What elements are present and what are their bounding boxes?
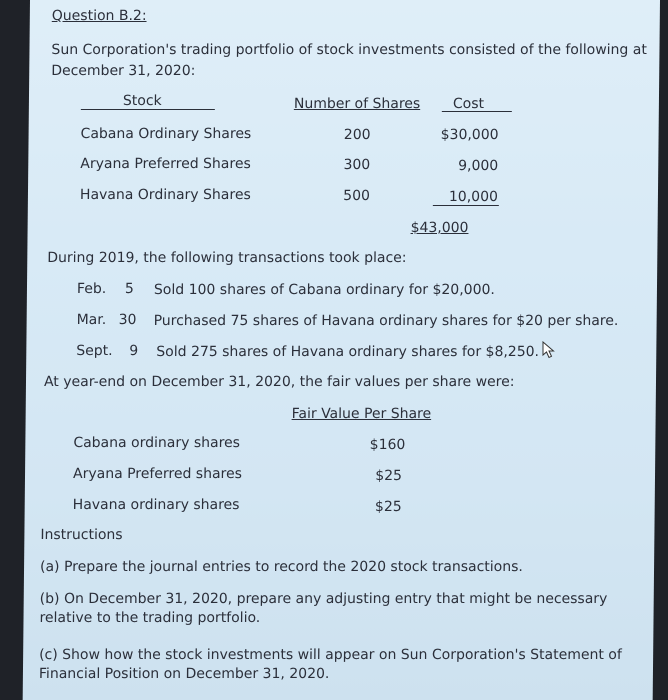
portfolio-row-2-name: Aryana Preferred Shares xyxy=(80,156,251,172)
portfolio-total: $43,000 xyxy=(410,220,469,236)
transaction-3-month: Sept. xyxy=(76,343,113,359)
portfolio-row-2-cost: 9,000 xyxy=(458,158,499,174)
instruction-a: (a) Prepare the journal entries to record the 2020 stock transactions. xyxy=(39,559,523,575)
fair-values-intro: At year-end on December 31, 2020, the fair values per share were: xyxy=(43,374,515,390)
transaction-3-text: Sold 275 shares of Havana ordinary shares for $8,250. xyxy=(156,344,540,360)
instruction-b-line-1: (b) On December 31, 2020, prepare any adjusting entry that might be necessary xyxy=(39,591,608,607)
portfolio-row-3-shares: 500 xyxy=(343,188,371,204)
instruction-b-line-2: relative to the trading portfolio. xyxy=(39,610,261,626)
transaction-1-text: Sold 100 shares of Cabana ordinary for $20,000. xyxy=(153,282,495,298)
fair-value-row-2-name: Aryana Preferred shares xyxy=(72,466,243,482)
portfolio-row-1-cost: $30,000 xyxy=(440,127,499,143)
instructions-title: Instructions xyxy=(40,527,123,543)
instruction-c-line-1: (c) Show how the stock investments will appear on Sun Corporation's Statement of xyxy=(39,647,622,663)
portfolio-row-1-shares: 200 xyxy=(343,127,371,143)
intro-line-2: December 31, 2020: xyxy=(51,63,196,79)
instruction-c-line-2: Financial Position on December 31, 2020. xyxy=(38,666,330,682)
portfolio-row-3-name: Havana Ordinary Shares xyxy=(79,187,251,203)
mouse-pointer-icon xyxy=(541,341,557,359)
transaction-2-day: 30 xyxy=(118,312,137,328)
question-title: Question B.2: xyxy=(51,8,147,24)
portfolio-row-2-shares: 300 xyxy=(343,157,371,173)
header-stock: Stock xyxy=(122,93,162,109)
transaction-1-day: 5 xyxy=(124,281,134,297)
fair-value-row-2-value: $25 xyxy=(375,468,403,484)
fair-value-row-1-name: Cabana ordinary shares xyxy=(73,435,241,451)
transactions-intro: During 2019, the following transactions took place: xyxy=(47,250,407,266)
header-cost: Cost xyxy=(452,96,485,112)
transaction-1-month: Feb. xyxy=(76,281,107,297)
intro-line-1: Sun Corporation's trading portfolio of stock investments consisted of the following at xyxy=(51,42,647,58)
header-shares: Number of Shares xyxy=(293,96,421,112)
transaction-2-text: Purchased 75 shares of Havana ordinary shares for $20 per share. xyxy=(153,313,619,329)
document-page xyxy=(23,0,660,700)
transaction-3-day: 9 xyxy=(129,343,139,359)
portfolio-row-1-name: Cabana Ordinary Shares xyxy=(80,126,252,142)
fair-value-row-3-value: $25 xyxy=(374,499,402,515)
fair-value-header: Fair Value Per Share xyxy=(291,406,432,422)
portfolio-row-3-cost: 10,000 xyxy=(448,189,499,205)
fair-value-row-3-name: Havana ordinary shares xyxy=(72,497,240,513)
fair-value-row-1-value: $160 xyxy=(369,437,406,453)
transaction-2-month: Mar. xyxy=(76,312,107,328)
